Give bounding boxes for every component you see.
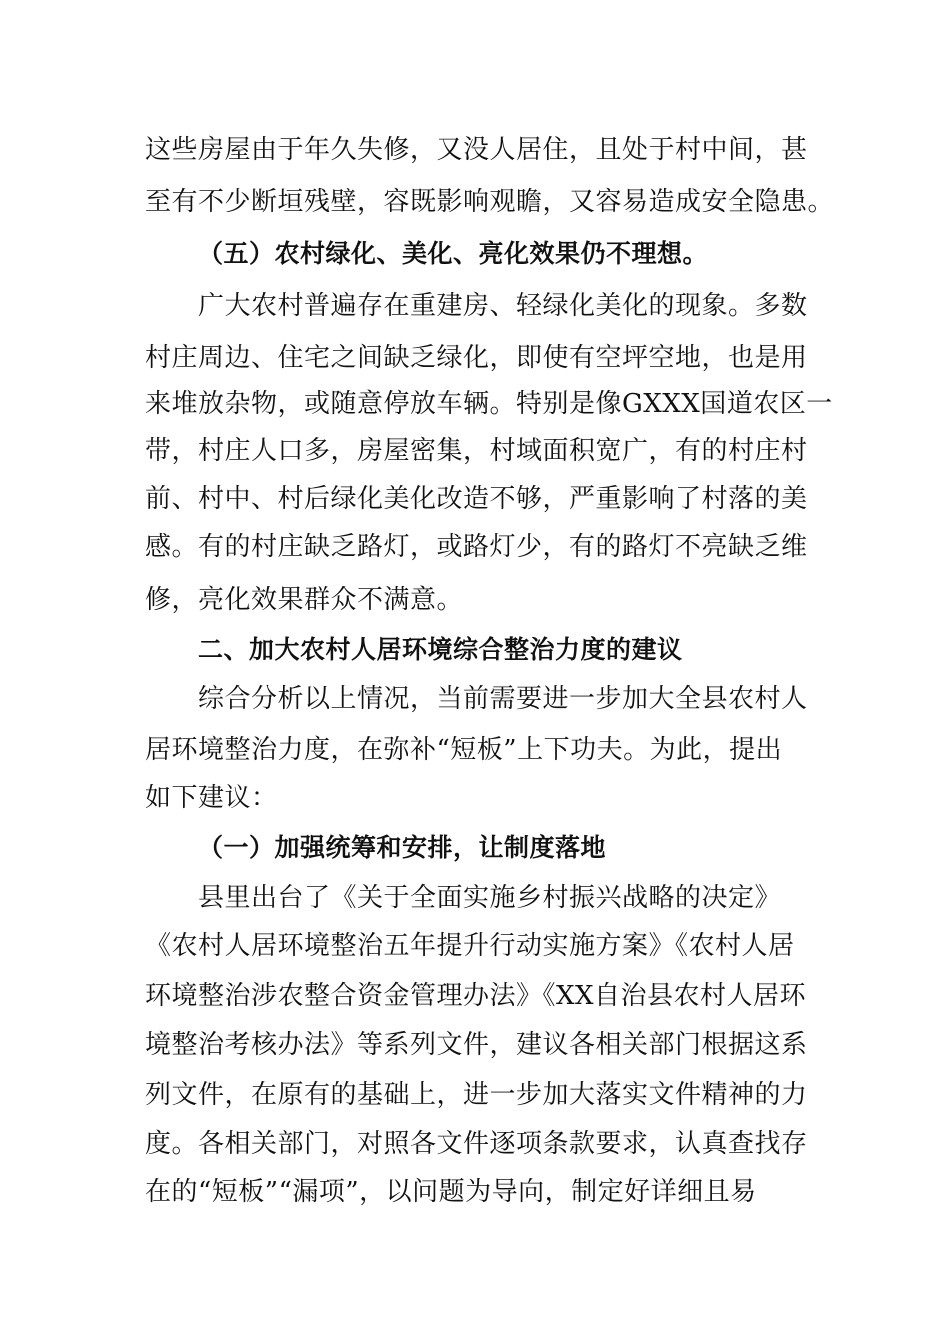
body-line: 如下建议：: [145, 783, 278, 813]
body-line: 度。各相关部门，对照各文件逐项条款要求，认真查找存: [145, 1129, 808, 1159]
body-line: 境整治考核办法》等系列文件，建议各相关部门根据这系: [145, 1030, 808, 1060]
body-line: 居环境整治力度，在弥补“短板”上下功夫。为此，提出: [145, 735, 783, 765]
body-line: 列文件，在原有的基础上，进一步加大落实文件精神的力: [145, 1080, 808, 1110]
body-line: 感。有的村庄缺乏路灯，或路灯少，有的路灯不亮缺乏维: [145, 532, 808, 562]
body-line: 修，亮化效果群众不满意。: [145, 585, 464, 615]
body-line: 县里出台了《关于全面实施乡村振兴战略的决定》: [198, 883, 782, 913]
body-line: 至有不少断垣残壁，容既影响观瞻，又容易造成安全隐患。: [145, 187, 835, 217]
section-heading: （一）加强统筹和安排，让制度落地: [198, 833, 607, 862]
body-line: 综合分析以上情况，当前需要进一步加大全县农村人: [198, 684, 808, 714]
body-line: 在的“短板”“漏项”，以问题为导向，制定好详细且易: [145, 1177, 757, 1207]
body-line: 《农村人居环境整治五年提升行动实施方案》《农村人居: [145, 931, 795, 961]
body-line: 带，村庄人口多，房屋密集，村域面积宽广，有的村庄村: [145, 436, 808, 466]
body-line: 广大农村普遍存在重建房、轻绿化美化的现象。多数: [198, 291, 808, 321]
section-heading: 二、加大农村人居环境综合整治力度的建议: [198, 635, 683, 664]
body-line: 前、村中、村后绿化美化改造不够，严重影响了村落的美: [145, 484, 808, 514]
body-line: 来堆放杂物，或随意停放车辆。特别是像GXXX国道农区一: [145, 389, 833, 419]
body-line: 环境整治涉农整合资金管理办法》《XX自治县农村人居环: [145, 981, 807, 1011]
body-line: 村庄周边、住宅之间缺乏绿化，即使有空坪空地，也是用: [145, 343, 808, 373]
body-line: 这些房屋由于年久失修，又没人居住，且处于村中间，甚: [145, 135, 808, 165]
section-heading: （五）农村绿化、美化、亮化效果仍不理想。: [198, 239, 709, 268]
